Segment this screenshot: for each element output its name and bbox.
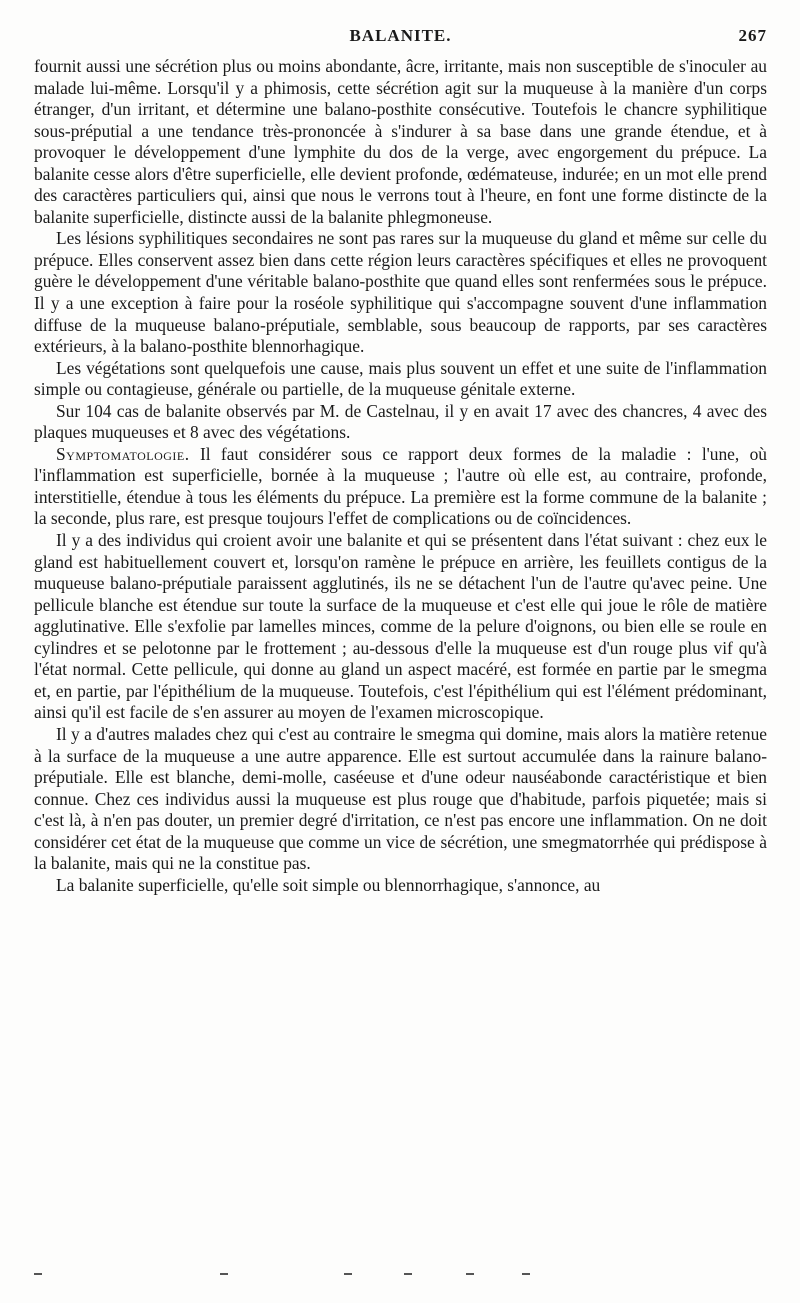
running-header xyxy=(34,26,767,50)
footer-dash xyxy=(344,1273,352,1275)
paragraph-6: Il y a des individus qui croient avoir une balanite et qui se présentent dans l'état suivant : chez eux le gland est habituellement couvert et, lorsqu'on ramène le prépuce en arrière, les feuillets contigus de la muqueuse balano-préputiale paraissent agglutinés, ils ne se détachent l'un de l'autre qu'avec peine. Une pellicule blanche est étendue sur toute la surface de la muqueuse et c'est elle qui joue le rôle de matière agglutinative. Elle s'exfolie par lamelles minces, comme de la pelure d'oignons, ou bien elle se roule en cylindres et se pelotonne par le frottement ; au-dessous d'elle la muqueuse est d'un rouge plus vif qu'à l'état normal. Cette pellicule, qui donne au gland un aspect macéré, est formée en partie par le smegma et, en partie, par l'épithélium de la muqueuse. Toutefois, c'est l'épithélium qui est l'élément prédominant, ainsi qu'il est facile de s'en assurer au moyen de l'examen microscopique. xyxy=(34,530,767,723)
footer-dash xyxy=(466,1273,474,1275)
paragraph-7: Il y a d'autres malades chez qui c'est au contraire le smegma qui domine, mais alors la matière retenue à la surface de la muqueuse a une autre apparence. Elle est surtout accumulée dans la rainure balano-préputiale. Elle est blanche, demi-molle, caséeuse et d'une odeur nauséabonde caractéristique et bien connue. Chez ces individus aussi la muqueuse est plus rouge que d'habitude, parfois piquetée; mais si c'est là, à n'en pas douter, un premier degré d'irritation, ce n'est pas encore une inflammation. On ne doit considérer cet état de la muqueuse que comme un vice de sécrétion, une smegmatorrhée qui prédispose à la balanite, mais qui ne la constitue pas. xyxy=(34,723,767,874)
footer-dash xyxy=(34,1273,42,1275)
footer-dash xyxy=(522,1273,530,1275)
section-heading: Symptomatologie. xyxy=(56,443,190,464)
paragraph-4: Sur 104 cas de balanite observés par M. de Castelnau, il y en avait 17 avec des chancres, 4 avec des plaques muqueuses et 8 avec des végétations. xyxy=(34,400,767,443)
page-number: 267 xyxy=(738,26,767,45)
body-text xyxy=(34,56,767,896)
paragraph-2: Les lésions syphilitiques secondaires ne sont pas rares sur la muqueuse du gland et même sur celle du prépuce. Elles conservent assez bien dans cette région leurs caractères spécifiques et elles ne provoquent guère le développement d'une véritable balano-posthite que quand elles sont renfermées sous le prépuce. Il y a une exception à faire pour la roséole syphilitique qui s'accompagne souvent d'une inflammation diffuse de la muqueuse balano-préputiale, semblable, sous beaucoup de rapports, par ses caractères extérieurs, à la balano-posthite blennorhagique. xyxy=(34,228,767,357)
paragraph-5 xyxy=(34,444,767,530)
paragraph-8: La balanite superficielle, qu'elle soit simple ou blennorrhagique, s'annonce, au xyxy=(56,874,601,895)
paragraph-5-text: Il faut considérer sous ce rapport deux formes de la maladie : l'une, où l'inflammation est superficielle, bornée à la muqueuse ; l'autre où elle est, au contraire, profonde, interstitielle, étendue à tous les éléments du prépuce. La première est la forme commune de la balanite ; la seconde, plus rare, est presque toujours l'effet de complications ou de coïncidences. xyxy=(34,443,767,529)
footer-marks xyxy=(34,1266,767,1280)
footer-dash xyxy=(404,1273,412,1275)
footer-dash xyxy=(220,1273,228,1275)
paragraph-1: fournit aussi une sécrétion plus ou moins abondante, âcre, irritante, mais non susceptible de s'inoculer au malade lui-même. Lorsqu'il y a phimosis, cette sécrétion agit sur la muqueuse à la manière d'un corps étranger, d'un irritant, et détermine une balano-posthite consécutive. Toutefois le chancre syphilitique sous-préputial a une tendance très-prononcée à s'indurer à sa base dans une grande étendue, et à provoquer le développement d'une lymphite du dos de la verge, avec engorgement du prépuce. La balanite cesse alors d'être superficielle, elle devient profonde, œdémateuse, indurée; en un mot elle prend des caractères particuliers qui, ainsi que nous le verrons tout à l'heure, en font une forme distincte de la balanite superficielle, distincte aussi de la balanite phlegmoneuse. xyxy=(34,56,767,227)
paragraph-3: Les végétations sont quelquefois une cause, mais plus souvent un effet et une suite de l'inflammation simple ou contagieuse, générale ou partielle, de la muqueuse génitale externe. xyxy=(34,357,767,400)
page-title: BALANITE. xyxy=(349,26,452,45)
